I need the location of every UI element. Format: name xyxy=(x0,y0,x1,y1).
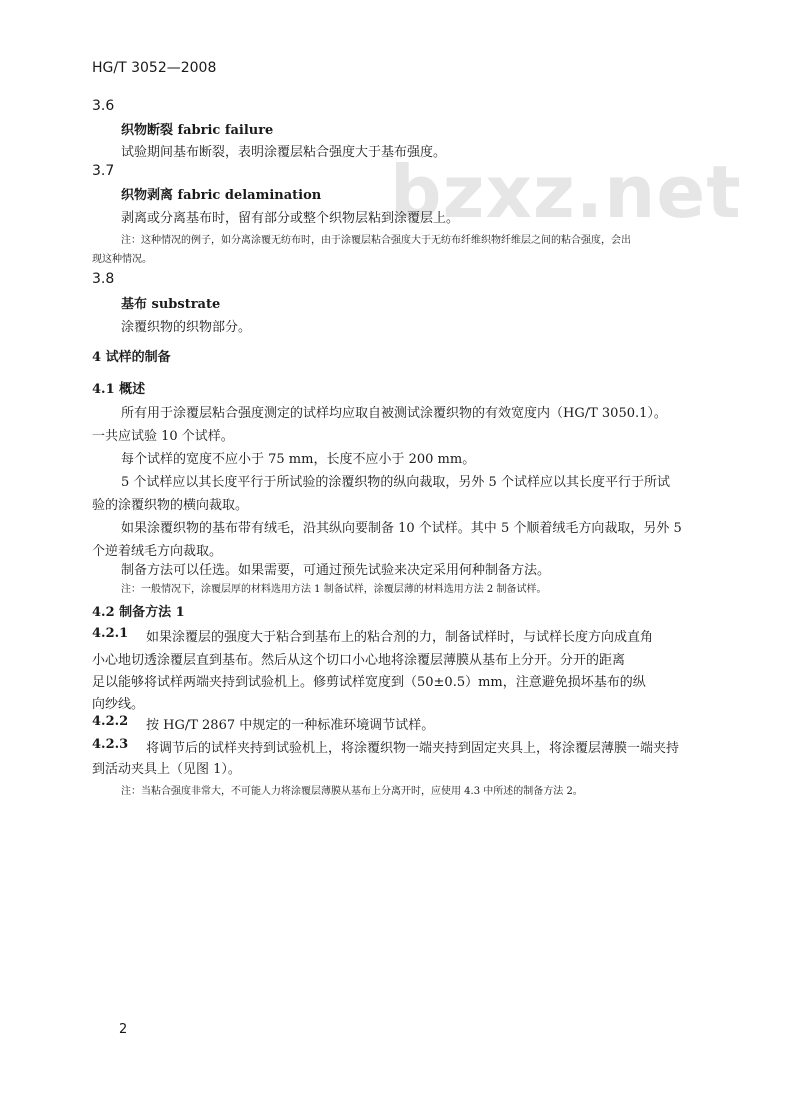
para-4-1-1-line-1: 所有用于涂覆层粘合强度测定的试样均应取自被测试涂覆织物的有效宽度内（HG/T 3050.1）。 xyxy=(121,406,667,421)
term-fabric-delamination: 织物剥离 fabric delamination xyxy=(121,188,322,203)
term-substrate: 基布 substrate xyxy=(121,297,221,312)
para-4-2-1-line-2: 小心地切透涂覆层直到基布。然后从这个切口小心地将涂覆层薄膜从基布上分开。分开的距离 xyxy=(92,653,626,668)
para-4-2-3-line-1: 将调节后的试样夹持到试验机上，将涂覆织物一端夹持到固定夹具上，将涂覆层薄膜一端夹持 xyxy=(146,741,680,756)
clause-number-4-2-1: 4.2.1 xyxy=(92,626,129,641)
clause-number-3-7: 3.7 xyxy=(92,163,115,179)
section-4-2-heading: 4.2 制备方法 1 xyxy=(92,605,185,620)
para-4-1-3-line-1: 5 个试样应以其长度平行于所试验的涂覆织物的纵向裁取，另外 5 个试样应以其长度平行于所试 xyxy=(121,475,670,490)
para-4-2-3-line-2: 到活动夹具上（见图 1）。 xyxy=(92,762,241,777)
clause-number-4-2-3: 4.2.3 xyxy=(92,737,129,752)
document-code-header: HG/T 3052—2008 xyxy=(92,60,217,76)
clause-number-4-2-2: 4.2.2 xyxy=(92,714,129,729)
definition-fabric-failure: 试验期间基布断裂，表明涂覆层粘合强度大于基布强度。 xyxy=(121,145,447,160)
clause-number-3-8: 3.8 xyxy=(92,271,115,287)
section-4-title: 4 试样的制备 xyxy=(92,350,171,365)
page-number: 2 xyxy=(119,1022,128,1037)
note-4-2: 注：当粘合强度非常大，不可能人力将涂覆层薄膜从基布上分离开时，应使用 4.3 中所述的制备方法 2。 xyxy=(121,786,583,797)
definition-fabric-delamination: 剥离或分离基布时，留有部分或整个织物层粘到涂覆层上。 xyxy=(121,211,460,226)
para-4-1-3-line-2: 验的涂覆织物的横向裁取。 xyxy=(92,498,249,513)
para-4-2-1-line-1: 如果涂覆层的强度大于粘合到基布上的粘合剂的力，制备试样时，与试样长度方向成直角 xyxy=(146,630,654,645)
para-4-2-1-line-4: 向纱线。 xyxy=(92,697,145,712)
clause-number-3-6: 3.6 xyxy=(92,98,115,114)
para-4-1-2: 每个试样的宽度不应小于 75 mm，长度不应小于 200 mm。 xyxy=(121,452,476,467)
para-4-1-5: 制备方法可以任选。如果需要，可通过预先试验来决定采用何种制备方法。 xyxy=(121,563,551,578)
watermark: bzxz.net xyxy=(390,150,742,234)
para-4-1-1-line-2: 一共应试验 10 个试样。 xyxy=(92,429,234,444)
para-4-1-4-line-1: 如果涂覆织物的基布带有绒毛，沿其纵向要制备 10 个试样。其中 5 个顺着绒毛方向裁取，另外 5 xyxy=(121,521,682,536)
para-4-2-1-line-3: 足以能够将试样两端夹持到试验机上。修剪试样宽度到（50±0.5）mm，注意避免损坏基布的纵 xyxy=(92,675,646,690)
definition-substrate: 涂覆织物的织物部分。 xyxy=(121,320,252,335)
note-4-1: 注：一般情况下，涂覆层厚的材料选用方法 1 制备试样，涂覆层薄的材料选用方法 2 制备试样。 xyxy=(121,584,547,595)
term-fabric-failure: 织物断裂 fabric failure xyxy=(121,123,274,138)
para-4-1-4-line-2: 个逆着绒毛方向裁取。 xyxy=(92,544,223,559)
note-3-7-line-2: 现这种情况。 xyxy=(92,254,152,265)
note-3-7-line-1: 注：这种情况的例子，如分离涂覆无纺布时，由于涂覆层粘合强度大于无纺布纤维织物纤维层之间的粘合强度，会出 xyxy=(121,235,631,246)
section-4-1-heading: 4.1 概述 xyxy=(92,382,146,397)
para-4-2-2: 按 HG/T 2867 中规定的一种标准环境调节试样。 xyxy=(146,718,435,733)
